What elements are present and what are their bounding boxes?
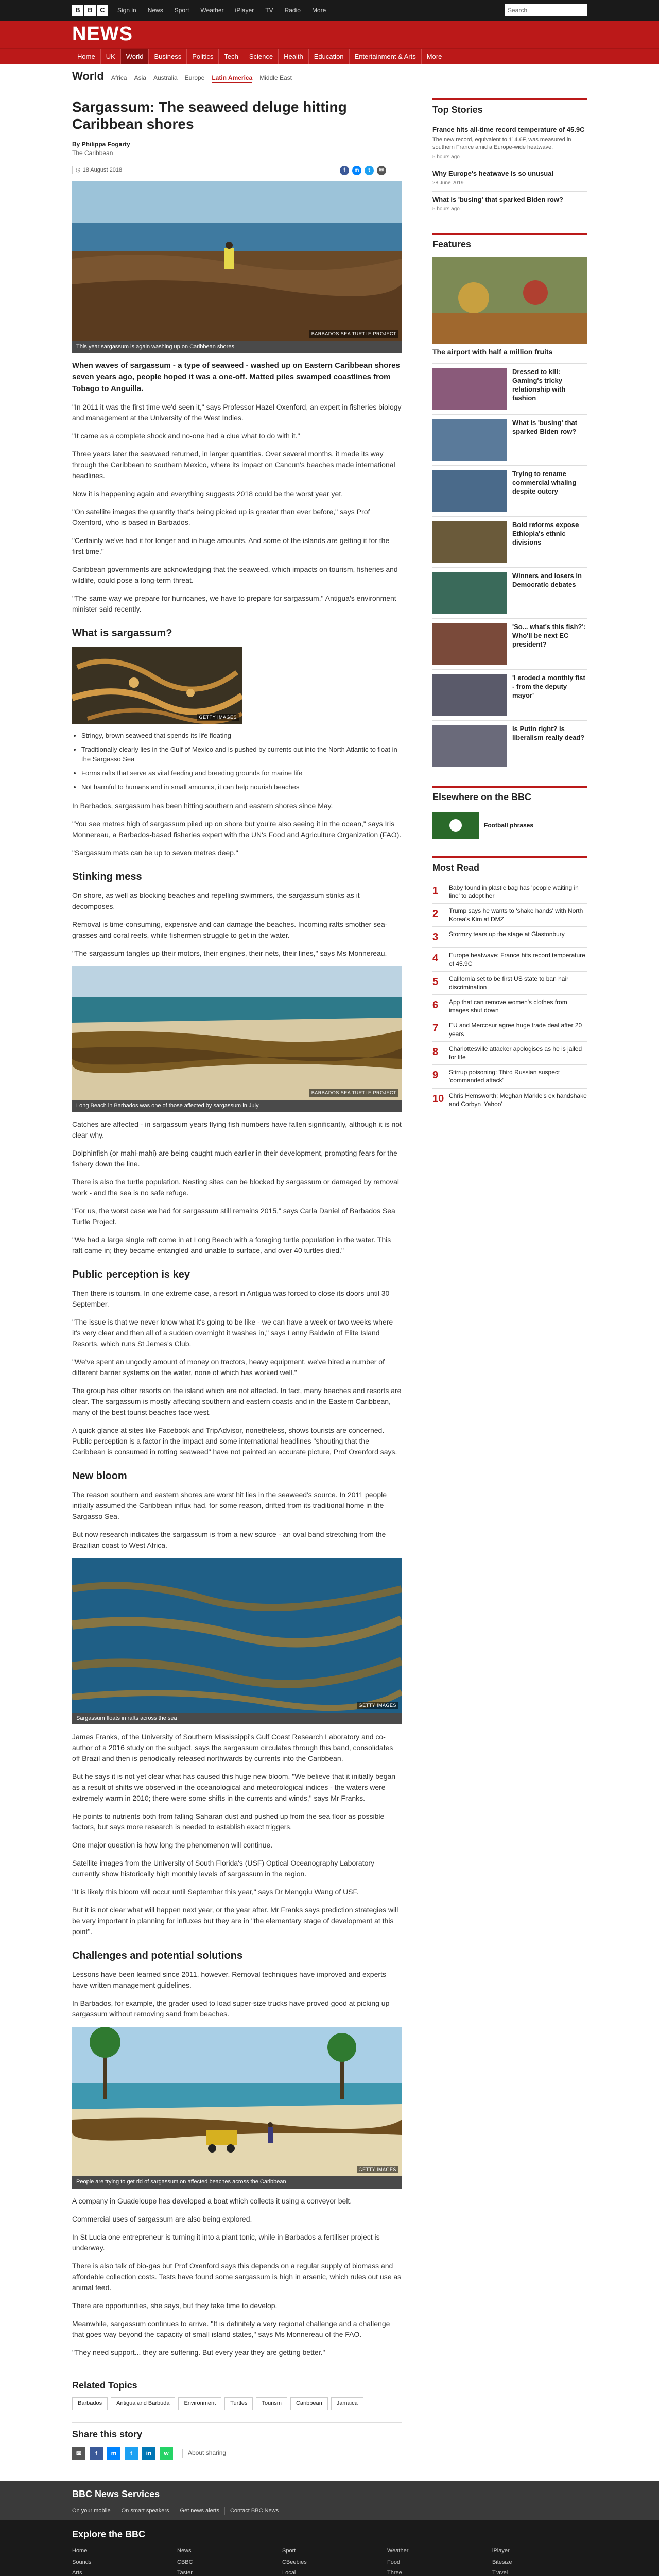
- list-item: • Not harmful to humans and in small amounts, it can help nourish beaches: [81, 783, 402, 792]
- paragraph: A quick glance at sites like Facebook and TripAdvisor, nonetheless, shows tourists are concerned. Public perception is a factor in the impact and some international headlines "shouting that the Caribbean is consumed in rotting seaweed" have not painted an accurate picture, Prof Oxenford says.: [72, 1426, 397, 1456]
- paragraph: There is also the turtle population. Nesting sites can be blocked by sargassum or damaged by removal work - and the sea is no safe refuge.: [72, 1178, 400, 1197]
- explore-link[interactable]: Three: [387, 2570, 402, 2576]
- sidebar: [432, 98, 587, 2460]
- explore-link[interactable]: Sounds: [72, 2558, 92, 2565]
- most-read-rank: 5: [432, 976, 439, 988]
- feature-item[interactable]: The airport with half a million fruits: [432, 257, 587, 358]
- paragraph: There are opportunities, she says, but they take time to develop.: [72, 2301, 278, 2310]
- article-intro: When waves of sargassum - a type of seaweed - washed up on Eastern Caribbean shores seven years ago, people hoped it was a one-off. Matted piles swamped coastlines from Tobago to Anguilla.: [72, 361, 400, 393]
- top-story-item[interactable]: [432, 165, 587, 192]
- photo-credit: GETTY IMAGES: [357, 2166, 398, 2174]
- list-item: • Forms rafts that serve as vital feeding and breeding grounds for marine life: [81, 769, 402, 778]
- most-read-rank: 9: [432, 1070, 439, 1081]
- long-beach-photo: [72, 966, 402, 1100]
- related-topics: [72, 2374, 402, 2411]
- most-read-title: Baby found in plastic bag has 'people waiting in line' to adopt her: [449, 884, 579, 900]
- most-read-title: Europe heatwave: France hits record temperature of 45.9C: [449, 952, 585, 968]
- bbc-top-bar: [0, 0, 659, 21]
- feature-thumbnail: [432, 572, 507, 614]
- feature-title: Is Putin right? Is liberalism really dead?: [512, 725, 585, 742]
- most-read-title: Stormzy tears up the stage at Glastonbury: [449, 930, 565, 938]
- email-icon[interactable]: ✉: [377, 166, 386, 175]
- sargassum-rafts-photo: [72, 1558, 402, 1713]
- feature-item[interactable]: [432, 618, 587, 669]
- elsewhere-section: [432, 786, 587, 842]
- paragraph: "Sargassum mats can be up to seven metres deep.": [72, 848, 238, 857]
- most-read-title: EU and Mercosur agree huge trade deal after 20 years: [449, 1022, 582, 1038]
- photo-credit: GETTY IMAGES: [197, 714, 239, 721]
- explore-link[interactable]: CBeebies: [282, 2558, 307, 2565]
- sargassum-facts-list: [81, 731, 402, 792]
- explore-link[interactable]: Home: [72, 2548, 88, 2554]
- byline-author: By Philippa Fogarty: [72, 140, 130, 148]
- most-read-rank: 6: [432, 999, 439, 1011]
- news-nav: [0, 48, 659, 64]
- beach-photo: [72, 181, 402, 341]
- news-nav-item[interactable]: Education: [309, 49, 350, 64]
- feature-title: 'So... what's this fish?': Who'll be next EC president?: [512, 623, 586, 648]
- section-sub-item[interactable]: Asia: [134, 74, 146, 81]
- most-read-item[interactable]: [432, 994, 587, 1018]
- paragraph: "The issue is that we never know what it's going to be like - we can have a week or two weeks where it's very clear and then all of a sudden overnight it washes in," says Lenny Baldwin of Elite Island Resorts, which runs St Jemes's Club.: [72, 1318, 393, 1348]
- clean-up-photo: [72, 2027, 402, 2176]
- feature-thumbnail: [432, 623, 507, 665]
- subheading-challenges: Challenges and potential solutions: [72, 1950, 243, 1962]
- explore-link[interactable]: Taster: [177, 2570, 193, 2576]
- byline-role: The Caribbean: [72, 149, 113, 157]
- feature-thumbnail: [432, 368, 507, 410]
- clock-icon: ◷: [76, 166, 81, 173]
- explore-link[interactable]: Bitesize: [492, 2558, 512, 2565]
- paragraph: Removal is time-consuming, expensive and can damage the beaches. Incoming rafts smother sea-grasses and coral reefs, while fishermen struggle to get in the water.: [72, 920, 388, 939]
- most-read-title: California set to be first US state to ban hair discrimination: [449, 975, 569, 991]
- most-read-title: Chris Hemsworth: Meghan Markle's ex handshake and Corbyn 'Yahoo': [449, 1092, 587, 1108]
- twitter-icon[interactable]: t: [365, 166, 374, 175]
- top-nav-tv[interactable]: TV: [265, 6, 273, 14]
- paragraph: "We've spent an ungodly amount of money on tractors, heavy equipment, we've hired a number of different barrier systems on the water, none of which has worked well.": [72, 1358, 385, 1377]
- figure-sargassum-closeup: [72, 647, 402, 724]
- paragraph: "The sargassum tangles up their motors, their engines, their nets, their lines," says Ms Monnereau.: [72, 948, 387, 957]
- news-service-link[interactable]: On your mobile: [72, 2507, 116, 2515]
- news-nav-item[interactable]: More: [422, 49, 448, 64]
- figure-clean-up: [72, 2027, 402, 2188]
- share-this-story: [72, 2422, 402, 2460]
- related-topic-tag[interactable]: Turtles: [224, 2397, 253, 2410]
- most-read-rank: 4: [432, 953, 439, 964]
- sign-in-link[interactable]: Sign in: [117, 6, 136, 14]
- top-story-title: France hits all-time record temperature of 45.9C: [432, 125, 585, 133]
- most-read-item[interactable]: [432, 903, 587, 926]
- most-read-item[interactable]: [432, 947, 587, 971]
- top-nav-sport[interactable]: Sport: [174, 6, 189, 14]
- photo-credit: BARBADOS SEA TURTLE PROJECT: [309, 330, 398, 338]
- most-read-item[interactable]: [432, 1041, 587, 1064]
- top-story-item[interactable]: [432, 122, 587, 165]
- paragraph: One major question is how long the phenomenon will continue.: [72, 1841, 273, 1850]
- news-service-link[interactable]: On smart speakers: [122, 2507, 175, 2515]
- photo-caption: This year sargassum is again washing up on Caribbean shores: [72, 341, 402, 353]
- most-read-rank: 10: [432, 1093, 444, 1105]
- feature-thumbnail: [432, 725, 507, 767]
- news-nav-item[interactable]: Home: [72, 49, 101, 64]
- top-nav-more[interactable]: More: [311, 6, 326, 14]
- paragraph: A company in Guadeloupe has developed a boat which collects it using a conveyor belt.: [72, 2196, 352, 2205]
- share-bar: [340, 166, 407, 175]
- most-read-title: App that can remove women's clothes from images shut down: [449, 998, 567, 1014]
- sargassum-closeup-photo: [72, 647, 242, 724]
- news-nav-item[interactable]: Science: [244, 49, 279, 64]
- paragraph: Meanwhile, sargassum continues to arrive. "It is definitely a very regional challenge and a challenge that goes way beyond the capacity of small island states," says Ms Monnereau of the FAO.: [72, 2319, 390, 2338]
- elsewhere-title: Elsewhere on the BBC: [432, 786, 587, 804]
- top-nav-radio[interactable]: Radio: [284, 6, 301, 14]
- top-nav-news[interactable]: News: [147, 6, 163, 14]
- most-read-item[interactable]: [432, 971, 587, 994]
- paragraph: "Certainly we've had it for longer and in huge amounts. And some of the islands are getting it for the first time.": [72, 536, 390, 556]
- subheading-what-is-sargassum: What is sargassum?: [72, 628, 172, 639]
- messenger-icon[interactable]: m: [107, 2447, 120, 2460]
- top-stories-title: Top Stories: [432, 98, 587, 116]
- paragraph: Commercial uses of sargassum are also being explored.: [72, 2214, 252, 2223]
- features-section: [432, 233, 587, 771]
- most-read-section: [432, 856, 587, 1111]
- paragraph: There is also talk of bio-gas but Prof Oxenford says this depends on a regular supply of biomass and affordable collection costs. Tests have found some sargassum is high in arsenic, which rules out use as animal feed.: [72, 2261, 402, 2292]
- top-story-time: 5 hours ago: [432, 206, 460, 212]
- list-item: • Stringy, brown seaweed that spends its life floating: [81, 731, 402, 741]
- most-read-title: Charlottesville attacker apologises as he is jailed for life: [449, 1045, 582, 1061]
- share-story-title: Share this story: [72, 2429, 143, 2440]
- feature-thumbnail: [432, 470, 507, 512]
- paragraph: In St Lucia one entrepreneur is turning it into a plant tonic, while in Barbados a fertiliser project is underway.: [72, 2232, 380, 2252]
- paragraph: The reason southern and eastern shores are worst hit lies in the seaweed's source. In 2011 people initially assumed the Caribbean influx had, for some reason, drifted from its traditional home in the Sargasso Sea.: [72, 1490, 387, 1521]
- news-nav-item[interactable]: Entertainment & Arts: [350, 49, 422, 64]
- news-nav-item[interactable]: Tech: [219, 49, 244, 64]
- section-sub-item[interactable]: Latin America: [212, 74, 252, 83]
- feature-title: Winners and losers in Democratic debates: [512, 572, 582, 589]
- paragraph: "They need support... they are suffering. But every year they are getting better.": [72, 2348, 325, 2357]
- feature-item[interactable]: [432, 414, 587, 465]
- feature-thumbnail: [432, 257, 587, 344]
- feature-title: What is 'busing' that sparked Biden row?: [512, 419, 578, 436]
- paragraph: In Barbados, sargassum has been hitting southern and eastern shores since May.: [72, 801, 333, 810]
- most-read-rank: 7: [432, 1023, 439, 1035]
- top-story-summary: The new record, equivalent to 114.6F, was measured in southern France amid a Europe-wide heatwave.: [432, 136, 571, 151]
- facebook-icon[interactable]: f: [90, 2447, 103, 2460]
- feature-item[interactable]: [432, 363, 587, 414]
- paragraph: "On satellite images the quantity that's being picked up is greater than ever before," says Prof Oxenford, who is based in Barbados.: [72, 507, 370, 527]
- paragraph: Dolphinfish (or mahi-mahi) are being caught much earlier in their development, prompting fears for the fishery down the line.: [72, 1149, 397, 1168]
- related-topic-tag[interactable]: Jamaica: [331, 2397, 363, 2410]
- photo-caption: Sargassum floats in rafts across the sea: [72, 1713, 402, 1724]
- photo-credit: BARBADOS SEA TURTLE PROJECT: [309, 1089, 398, 1097]
- search-input[interactable]: [505, 4, 587, 16]
- paragraph: He points to nutrients both from falling Saharan dust and pushed up from the sea floor as possible factors, but says more research is needed to establish exact triggers.: [72, 1812, 385, 1832]
- photo-credit: GETTY IMAGES: [357, 1702, 398, 1709]
- news-logo[interactable]: NEWS: [72, 23, 133, 45]
- paragraph: Catches are affected - in sargassum years flying fish numbers have fallen significantly, although it is not clear why.: [72, 1120, 402, 1140]
- most-read-item[interactable]: [432, 1064, 587, 1088]
- top-story-title: What is 'busing' that sparked Biden row?: [432, 195, 563, 204]
- paragraph: But now research indicates the sargassum is from a new source - an oval band stretching from the Brazilian coast to West Africa.: [72, 1530, 386, 1550]
- explore-footer: [0, 2520, 659, 2576]
- paragraph: "In 2011 it was the first time we'd seen it," says Professor Hazel Oxenford, an expert in fisheries biology and management at the University of the West Indies.: [72, 403, 402, 422]
- paragraph: But it is not clear what will happen next year, or the year after. Mr Franks says prediction strategies will be very important in planning for influxes but they are in "the elementary stage of development at this point".: [72, 1906, 398, 1936]
- feature-item[interactable]: [432, 720, 587, 771]
- most-read-rank: 8: [432, 1046, 439, 1058]
- feature-item[interactable]: [432, 465, 587, 516]
- explore-link[interactable]: Local: [282, 2570, 296, 2576]
- paragraph: The group has other resorts on the island which are not affected. In fact, many beaches and resorts are clear. The sargassum is mostly affecting southern and eastern coasts and in the Eastern Caribbean, many of the best tourist beaches face west.: [72, 1386, 402, 1417]
- feature-title: Trying to rename commercial whaling despite outcry: [512, 470, 577, 495]
- explore-link[interactable]: CBBC: [177, 2558, 193, 2565]
- news-nav-item[interactable]: Politics: [187, 49, 219, 64]
- paragraph: Then there is tourism. In one extreme case, a resort in Antigua was forced to close its doors until 30 September.: [72, 1289, 390, 1309]
- about-sharing-link[interactable]: About sharing: [182, 2449, 226, 2458]
- related-topic-tag[interactable]: Caribbean: [290, 2397, 328, 2410]
- paragraph: "For us, the worst case we had for sargassum still remains 2015," says Carla Daniel of Barbados Sea Turtle Project.: [72, 1207, 395, 1226]
- twitter-icon[interactable]: t: [125, 2447, 138, 2460]
- article: [72, 98, 407, 2460]
- paragraph: James Franks, of the University of Southern Mississippi's Gulf Coast Research Laboratory and co-author of a 2016 study on the subject, says the sargassum circulates through this band, consolidates off Brazil and then is periodically released northwards by currents into the Caribbean.: [72, 1733, 393, 1763]
- figure-long-beach: [72, 966, 402, 1112]
- subheading-public-perception: Public perception is key: [72, 1269, 190, 1281]
- elsewhere-thumbnail: [432, 812, 479, 839]
- top-story-item[interactable]: [432, 192, 587, 218]
- most-read-rank: 3: [432, 931, 439, 943]
- feature-item[interactable]: [432, 516, 587, 567]
- news-nav-item[interactable]: UK: [101, 49, 121, 64]
- most-read-item[interactable]: [432, 1088, 587, 1111]
- paragraph: Lessons have been learned since 2011, however. Removal techniques have improved and experts have written management guidelines.: [72, 1970, 386, 1990]
- top-nav-weather[interactable]: Weather: [200, 6, 224, 14]
- most-read-item[interactable]: [432, 880, 587, 903]
- feature-thumbnail: [432, 674, 507, 716]
- section-title[interactable]: World: [72, 70, 104, 82]
- explore-title: Explore the BBC: [72, 2529, 146, 2540]
- feature-item[interactable]: [432, 669, 587, 720]
- related-topic-tag[interactable]: Tourism: [256, 2397, 287, 2410]
- news-service-link[interactable]: Contact BBC News: [230, 2507, 284, 2515]
- feature-item[interactable]: [432, 567, 587, 618]
- most-read-title: Stirrup poisoning: Third Russian suspect 'commanded attack': [449, 1069, 560, 1084]
- explore-link[interactable]: Arts: [72, 2570, 82, 2576]
- elsewhere-item[interactable]: Football phrases: [432, 809, 587, 842]
- section-sub-item[interactable]: Europe: [184, 74, 205, 81]
- most-read-title: Trump says he wants to 'shake hands' with North Korea's Kim at DMZ: [449, 907, 583, 923]
- subheading-stinking-mess: Stinking mess: [72, 871, 142, 883]
- news-banner: [0, 21, 659, 48]
- related-topic-tag[interactable]: Antigua and Barbuda: [111, 2397, 175, 2410]
- messenger-icon[interactable]: m: [352, 166, 361, 175]
- list-item: • Traditionally clearly lies in the Gulf of Mexico and is pushed by currents out into the North Atlantic to float in the Sargasso Sea: [81, 745, 402, 765]
- photo-caption: People are trying to get rid of sargassum on affected beaches across the Caribbean: [72, 2176, 402, 2188]
- explore-link[interactable]: News: [177, 2548, 192, 2554]
- email-icon[interactable]: ✉: [72, 2447, 85, 2460]
- news-nav-item[interactable]: World: [121, 49, 149, 64]
- related-topics-title: Related Topics: [72, 2380, 137, 2391]
- facebook-icon[interactable]: f: [340, 166, 349, 175]
- paragraph: On shore, as well as blocking beaches and repelling swimmers, the sargassum stinks as it decomposes.: [72, 891, 360, 910]
- feature-thumbnail: [432, 419, 507, 461]
- subheading-new-bloom: New bloom: [72, 1470, 127, 1482]
- paragraph: "It is likely this bloom will occur until September this year," says Dr Mengqiu Wang of USF.: [72, 1888, 359, 1896]
- explore-link[interactable]: Sport: [282, 2548, 296, 2554]
- linkedin-icon[interactable]: in: [142, 2447, 155, 2460]
- most-read-rank: 2: [432, 908, 439, 920]
- news-nav-item[interactable]: Health: [279, 49, 309, 64]
- features-title: Features: [432, 233, 587, 251]
- paragraph: Satellite images from the University of South Florida's (USF) Optical Oceanography Laboratory currently show historically high monthly levels of sargassum in the region.: [72, 1859, 375, 1878]
- explore-link[interactable]: iPlayer: [492, 2548, 510, 2554]
- most-read-item[interactable]: [432, 926, 587, 947]
- related-topic-tag[interactable]: Environment: [178, 2397, 221, 2410]
- paragraph: "You see metres high of sargassum piled up on shore but you're also seeing it in the ocean," says Iris Monnereau, a Barbados-based fisheries expert with the UN's Food and Agriculture Organization (FAO).: [72, 819, 402, 839]
- paragraph: Caribbean governments are acknowledging that the seaweed, which impacts on tourism, fisheries and wildlife, could pose a long-term threat.: [72, 565, 398, 585]
- related-topic-tag[interactable]: Barbados: [72, 2397, 108, 2410]
- feature-title: Dressed to kill: Gaming's tricky relationship with fashion: [512, 368, 566, 402]
- figure-sargassum-beach: [72, 181, 402, 353]
- most-read-rank: 1: [432, 885, 439, 896]
- paragraph: "It came as a complete shock and no-one had a clue what to do with it.": [72, 432, 300, 440]
- most-read-title: Most Read: [432, 856, 587, 874]
- paragraph: "We had a large single raft come in at Long Beach with a foraging turtle population in the water. This raft came in; they became entangled and unable to surface, and over 40 turtles died.": [72, 1235, 391, 1255]
- top-story-time: 5 hours ago: [432, 154, 460, 160]
- paragraph: "The same way we prepare for hurricanes, we have to prepare for sargassum," Antigua's environment minister said recently.: [72, 594, 396, 614]
- explore-link[interactable]: Weather: [387, 2548, 409, 2554]
- most-read-item[interactable]: [432, 1018, 587, 1041]
- top-story-time: 28 June 2019: [432, 180, 464, 186]
- article-date: ◷ 18 August 2018: [72, 166, 122, 174]
- paragraph: Now it is happening again and everything suggests 2018 could be the worst year yet.: [72, 489, 343, 498]
- section-sub-item[interactable]: Africa: [111, 74, 127, 81]
- news-services-footer: [0, 2481, 659, 2520]
- bbc-logo[interactable]: B B C: [72, 5, 108, 16]
- section-sub-item[interactable]: Australia: [153, 74, 178, 81]
- news-services-title: BBC News Services: [72, 2488, 160, 2499]
- top-story-title: Why Europe's heatwave is so unusual: [432, 169, 553, 177]
- whatsapp-icon[interactable]: w: [160, 2447, 173, 2460]
- news-service-link[interactable]: Get news alerts: [180, 2507, 225, 2515]
- article-headline: Sargassum: The seaweed deluge hitting Caribbean shores: [72, 98, 347, 132]
- feature-title: 'I eroded a monthly fist - from the deputy mayor': [512, 674, 585, 699]
- feature-title: Bold reforms expose Ethiopia's ethnic divisions: [512, 521, 579, 546]
- share-button[interactable]: Share: [392, 167, 407, 173]
- news-nav-item[interactable]: Business: [149, 49, 187, 64]
- paragraph: But he says it is not yet clear what has caused this huge new bloom. "We believe that it initially began as a result of shifts we observed in the oceanological and meteorological indices - the waters were extremely warm in 2010; there were some shifts in the currents and winds," says Mr Franks.: [72, 1772, 396, 1803]
- paragraph: In Barbados, for example, the grader used to load super-size trucks have proved good at picking up sargassum without removing sand from beaches.: [72, 1999, 390, 2019]
- photo-caption: Long Beach in Barbados was one of those affected by sargassum in July: [72, 1100, 402, 1112]
- section-header: [0, 64, 659, 88]
- paragraph: Three years later the seaweed returned, in larger quantities. Over several months, it made its way through the Caribbean to southern Mexico, where its impact on Cancun's beaches made international headlines.: [72, 450, 395, 480]
- feature-thumbnail: [432, 521, 507, 563]
- figure-rafts: [72, 1558, 402, 1724]
- explore-link[interactable]: Food: [387, 2558, 401, 2565]
- section-sub-item[interactable]: Middle East: [259, 74, 292, 81]
- top-nav-iplayer[interactable]: iPlayer: [235, 6, 254, 14]
- explore-link[interactable]: Travel: [492, 2570, 508, 2576]
